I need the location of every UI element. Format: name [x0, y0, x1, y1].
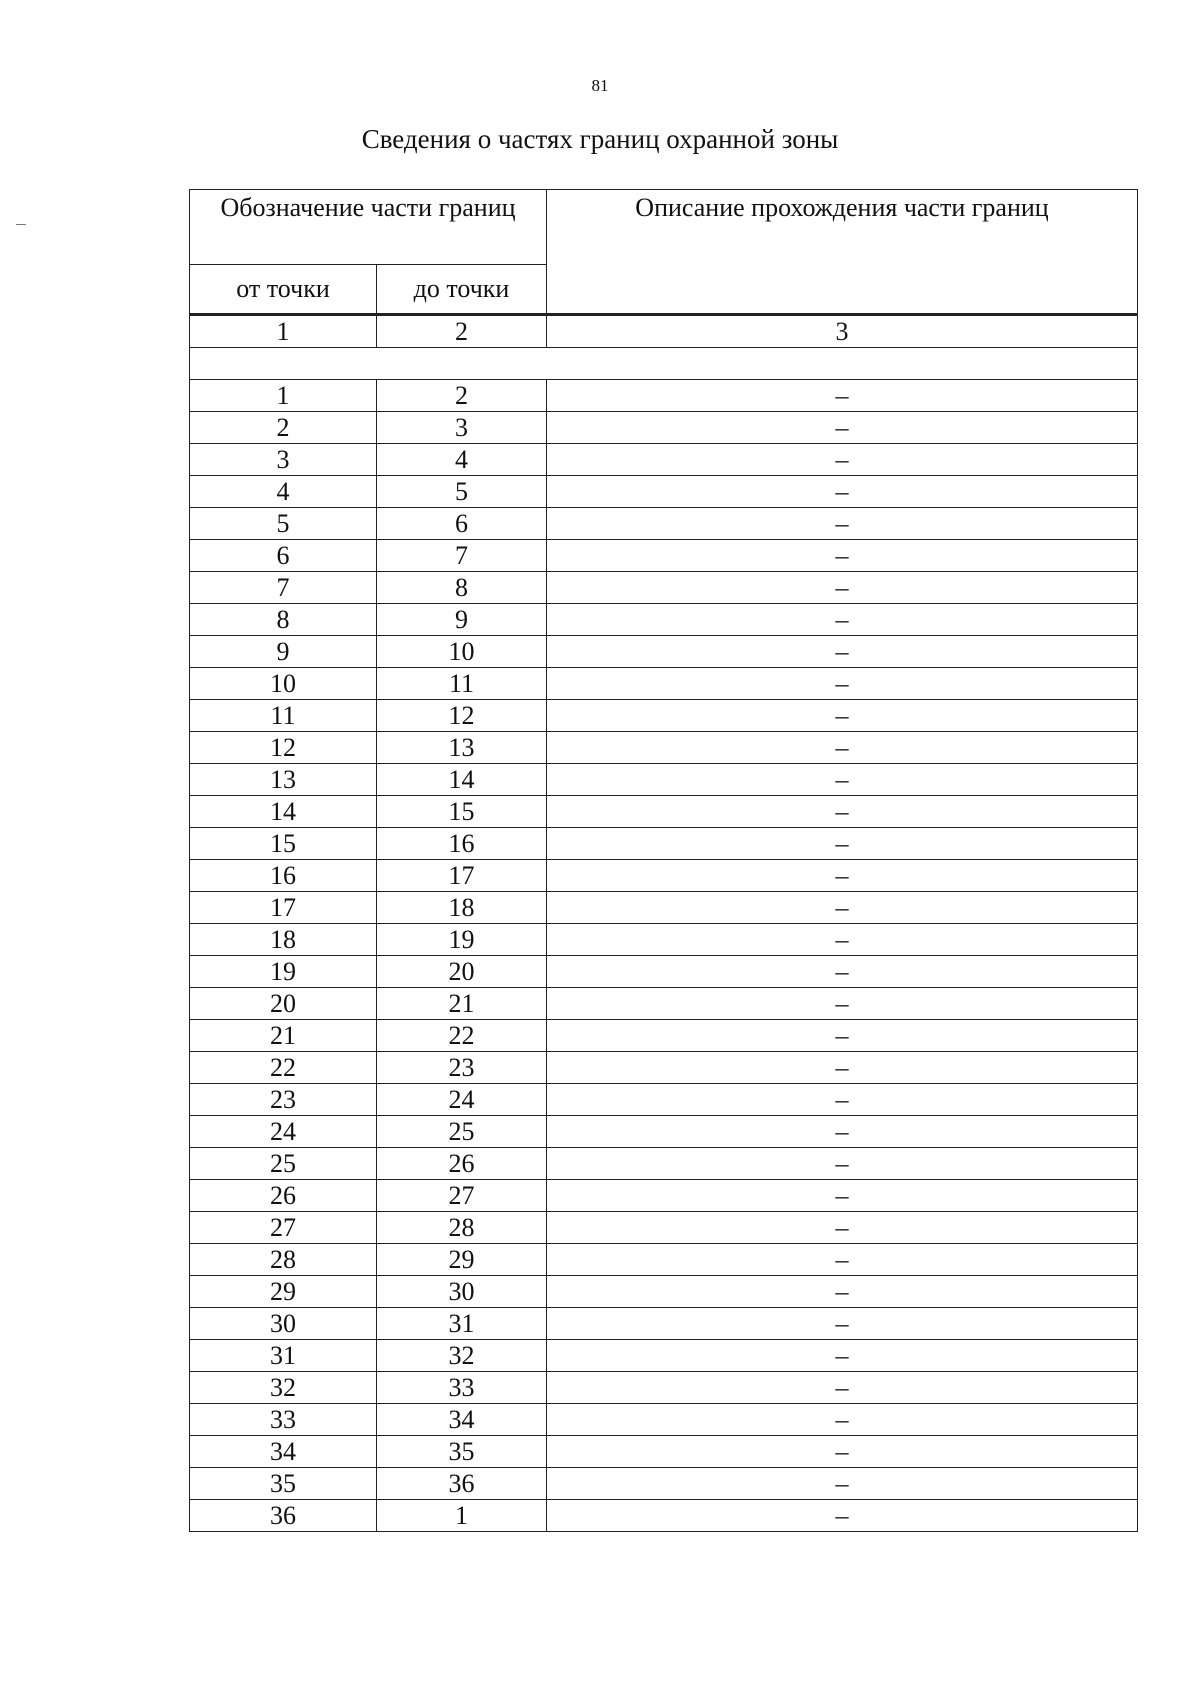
cell-from-point: 9	[190, 636, 377, 668]
cell-from-point: 24	[190, 1116, 377, 1148]
table-row	[190, 1340, 1138, 1372]
document-title: Сведения о частях границ охранной зоны	[361, 124, 839, 154]
cell-to-point: 20	[377, 956, 547, 988]
cell-to-point: 3	[377, 412, 547, 444]
table-row	[190, 412, 1138, 444]
table-row	[190, 444, 1138, 476]
cell-from-point: 21	[190, 1020, 377, 1052]
empty-section-cell	[190, 348, 1138, 380]
table-row	[190, 380, 1138, 412]
cell-to-point: 31	[377, 1308, 547, 1340]
cell-description: –	[547, 476, 1138, 508]
header-boundary-part-designation: Обозначение части границ	[190, 190, 547, 265]
cell-to-point: 11	[377, 668, 547, 700]
table-row	[190, 1084, 1138, 1116]
table-body	[190, 190, 1138, 1532]
cell-from-point: 8	[190, 604, 377, 636]
cell-description: –	[547, 1404, 1138, 1436]
table-row	[190, 1244, 1138, 1276]
cell-description: –	[547, 988, 1138, 1020]
cell-from-point: 20	[190, 988, 377, 1020]
header-row-top	[190, 190, 1138, 265]
cell-from-point: 11	[190, 700, 377, 732]
cell-to-point: 25	[377, 1116, 547, 1148]
cell-from-point: 35	[190, 1468, 377, 1500]
cell-description: –	[547, 572, 1138, 604]
table-row	[190, 1020, 1138, 1052]
cell-from-point: 16	[190, 860, 377, 892]
cell-from-point: 23	[190, 1084, 377, 1116]
cell-to-point: 5	[377, 476, 547, 508]
cell-description: –	[547, 1180, 1138, 1212]
table-row	[190, 732, 1138, 764]
table-row	[190, 700, 1138, 732]
cell-from-point: 33	[190, 1404, 377, 1436]
cell-description: –	[547, 412, 1138, 444]
cell-description: –	[547, 1148, 1138, 1180]
cell-description: –	[547, 796, 1138, 828]
cell-to-point: 23	[377, 1052, 547, 1084]
table-row	[190, 540, 1138, 572]
table-row	[190, 1500, 1138, 1532]
cell-from-point: 25	[190, 1148, 377, 1180]
table-row	[190, 1180, 1138, 1212]
cell-to-point: 22	[377, 1020, 547, 1052]
cell-from-point: 10	[190, 668, 377, 700]
cell-description: –	[547, 1020, 1138, 1052]
column-number-row	[190, 315, 1138, 348]
table-row	[190, 956, 1138, 988]
cell-to-point: 6	[377, 508, 547, 540]
cell-to-point: 15	[377, 796, 547, 828]
table-row	[190, 476, 1138, 508]
table-row	[190, 892, 1138, 924]
cell-from-point: 28	[190, 1244, 377, 1276]
cell-to-point: 12	[377, 700, 547, 732]
cell-from-point: 6	[190, 540, 377, 572]
cell-description: –	[547, 892, 1138, 924]
page-number: 81	[591, 76, 609, 95]
table-row	[190, 796, 1138, 828]
header-from-point: от точки	[190, 265, 377, 315]
header-to-point: до точки	[377, 265, 547, 315]
cell-description: –	[547, 828, 1138, 860]
table-row	[190, 1436, 1138, 1468]
cell-description: –	[547, 764, 1138, 796]
cell-from-point: 19	[190, 956, 377, 988]
cell-from-point: 12	[190, 732, 377, 764]
boundary-parts-table	[189, 189, 1138, 1532]
table-row	[190, 1212, 1138, 1244]
table-row	[190, 924, 1138, 956]
scan-edge-mark	[16, 224, 26, 225]
cell-description: –	[547, 1308, 1138, 1340]
table-row	[190, 828, 1138, 860]
cell-to-point: 36	[377, 1468, 547, 1500]
cell-to-point: 26	[377, 1148, 547, 1180]
cell-from-point: 1	[190, 380, 377, 412]
cell-to-point: 17	[377, 860, 547, 892]
cell-to-point: 33	[377, 1372, 547, 1404]
header-boundary-description: Описание прохождения части границ	[547, 190, 1138, 315]
cell-from-point: 26	[190, 1180, 377, 1212]
table-row	[190, 508, 1138, 540]
cell-description: –	[547, 636, 1138, 668]
cell-to-point: 34	[377, 1404, 547, 1436]
cell-to-point: 14	[377, 764, 547, 796]
cell-description: –	[547, 732, 1138, 764]
cell-from-point: 27	[190, 1212, 377, 1244]
table-row	[190, 1404, 1138, 1436]
cell-from-point: 7	[190, 572, 377, 604]
cell-from-point: 36	[190, 1500, 377, 1532]
cell-to-point: 16	[377, 828, 547, 860]
cell-description: –	[547, 956, 1138, 988]
column-number-3: 3	[547, 315, 1138, 348]
cell-from-point: 30	[190, 1308, 377, 1340]
cell-description: –	[547, 1372, 1138, 1404]
cell-from-point: 18	[190, 924, 377, 956]
cell-from-point: 32	[190, 1372, 377, 1404]
cell-description: –	[547, 1500, 1138, 1532]
cell-description: –	[547, 380, 1138, 412]
cell-description: –	[547, 1116, 1138, 1148]
cell-description: –	[547, 860, 1138, 892]
table-row	[190, 668, 1138, 700]
cell-description: –	[547, 1212, 1138, 1244]
cell-to-point: 29	[377, 1244, 547, 1276]
table-row	[190, 1308, 1138, 1340]
cell-to-point: 30	[377, 1276, 547, 1308]
cell-from-point: 17	[190, 892, 377, 924]
cell-description: –	[547, 1244, 1138, 1276]
cell-description: –	[547, 604, 1138, 636]
table-row	[190, 1276, 1138, 1308]
cell-from-point: 3	[190, 444, 377, 476]
cell-to-point: 1	[377, 1500, 547, 1532]
cell-from-point: 34	[190, 1436, 377, 1468]
cell-from-point: 2	[190, 412, 377, 444]
cell-from-point: 31	[190, 1340, 377, 1372]
table-row	[190, 572, 1138, 604]
cell-description: –	[547, 540, 1138, 572]
table-row	[190, 1372, 1138, 1404]
cell-to-point: 18	[377, 892, 547, 924]
column-number-2: 2	[377, 315, 547, 348]
cell-description: –	[547, 1084, 1138, 1116]
cell-to-point: 35	[377, 1436, 547, 1468]
empty-section-row	[190, 348, 1138, 380]
cell-to-point: 10	[377, 636, 547, 668]
cell-description: –	[547, 1276, 1138, 1308]
cell-to-point: 4	[377, 444, 547, 476]
table-row	[190, 604, 1138, 636]
cell-description: –	[547, 1052, 1138, 1084]
cell-from-point: 29	[190, 1276, 377, 1308]
cell-description: –	[547, 1340, 1138, 1372]
table-row	[190, 1052, 1138, 1084]
cell-description: –	[547, 444, 1138, 476]
cell-from-point: 14	[190, 796, 377, 828]
cell-description: –	[547, 668, 1138, 700]
cell-to-point: 13	[377, 732, 547, 764]
cell-from-point: 5	[190, 508, 377, 540]
cell-to-point: 9	[377, 604, 547, 636]
column-number-1: 1	[190, 315, 377, 348]
cell-description: –	[547, 1468, 1138, 1500]
cell-description: –	[547, 1436, 1138, 1468]
table-row	[190, 1148, 1138, 1180]
cell-to-point: 8	[377, 572, 547, 604]
cell-to-point: 2	[377, 380, 547, 412]
cell-to-point: 19	[377, 924, 547, 956]
cell-from-point: 13	[190, 764, 377, 796]
cell-from-point: 4	[190, 476, 377, 508]
table-row	[190, 764, 1138, 796]
table-row	[190, 1116, 1138, 1148]
cell-to-point: 32	[377, 1340, 547, 1372]
cell-to-point: 28	[377, 1212, 547, 1244]
cell-description: –	[547, 700, 1138, 732]
cell-description: –	[547, 924, 1138, 956]
cell-to-point: 21	[377, 988, 547, 1020]
cell-from-point: 15	[190, 828, 377, 860]
cell-to-point: 24	[377, 1084, 547, 1116]
table-row	[190, 988, 1138, 1020]
table-row	[190, 636, 1138, 668]
cell-to-point: 27	[377, 1180, 547, 1212]
cell-from-point: 22	[190, 1052, 377, 1084]
table-row	[190, 860, 1138, 892]
table-row	[190, 1468, 1138, 1500]
cell-to-point: 7	[377, 540, 547, 572]
cell-description: –	[547, 508, 1138, 540]
